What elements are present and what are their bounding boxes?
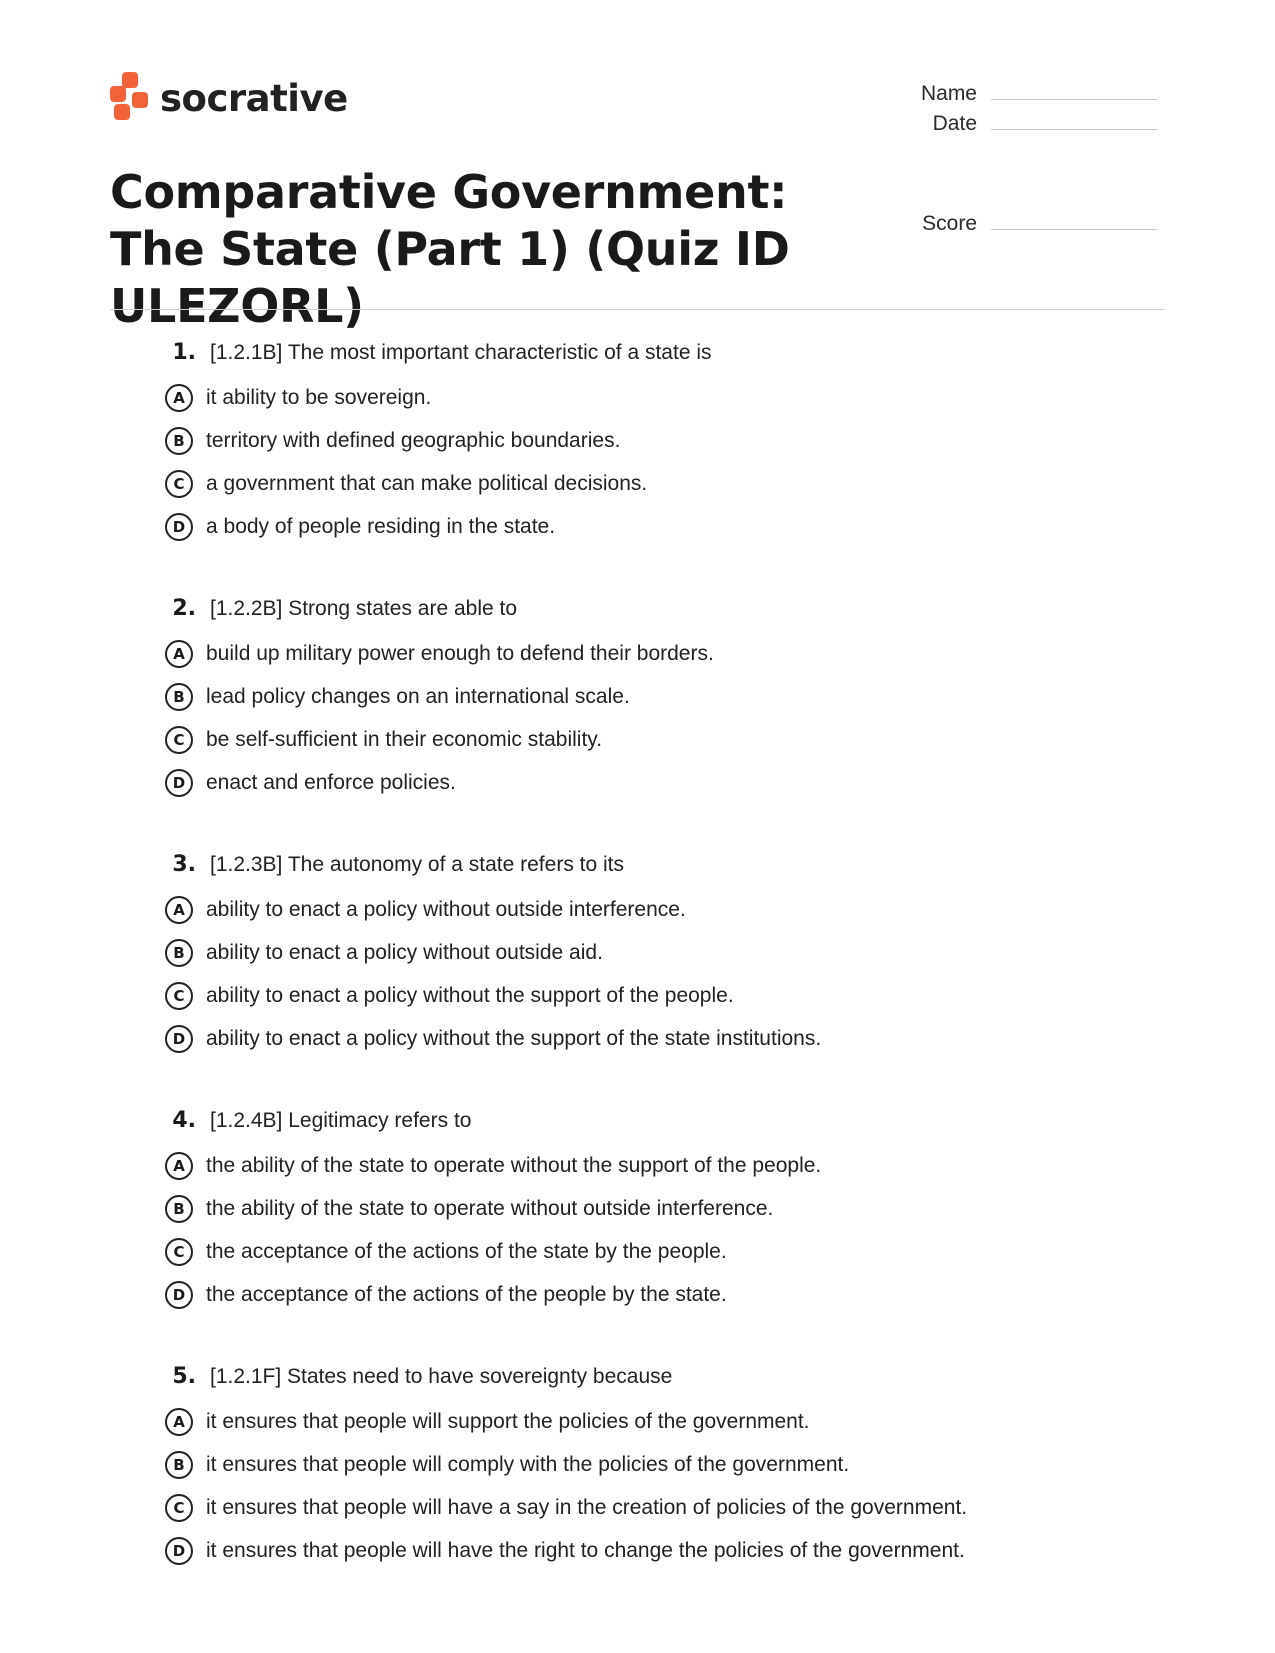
option-text: ability to enact a policy without outside interference. bbox=[206, 897, 686, 921]
option-c[interactable] bbox=[160, 1230, 1160, 1273]
date-label: Date bbox=[932, 112, 977, 135]
option-text: ability to enact a policy without the support of the state institutions. bbox=[206, 1026, 822, 1050]
question-list bbox=[160, 340, 1160, 1620]
option-letter-circle[interactable]: A bbox=[165, 384, 193, 412]
option-a[interactable] bbox=[160, 1400, 1160, 1443]
option-d[interactable] bbox=[160, 1017, 1160, 1060]
option-d[interactable] bbox=[160, 761, 1160, 804]
question-number: 5. bbox=[172, 1364, 196, 1389]
option-text: the acceptance of the actions of the state by the people. bbox=[206, 1239, 727, 1263]
score-field[interactable] bbox=[897, 206, 1157, 236]
option-text: be self-sufficient in their economic stability. bbox=[206, 727, 603, 751]
option-a[interactable] bbox=[160, 888, 1160, 931]
name-field[interactable] bbox=[897, 76, 1157, 106]
option-letter-circle[interactable]: C bbox=[165, 982, 193, 1010]
socrative-logo bbox=[110, 72, 348, 124]
date-line[interactable] bbox=[991, 129, 1157, 130]
option-d[interactable] bbox=[160, 1273, 1160, 1316]
question-number: 4. bbox=[172, 1108, 196, 1133]
option-text: ability to enact a policy without outside aid. bbox=[206, 940, 603, 964]
option-letter-circle[interactable]: A bbox=[165, 640, 193, 668]
option-letter-circle[interactable]: A bbox=[165, 1152, 193, 1180]
question-5 bbox=[160, 1364, 1160, 1620]
option-c[interactable] bbox=[160, 718, 1160, 761]
option-c[interactable] bbox=[160, 462, 1160, 505]
brand-name: socrative bbox=[160, 76, 348, 120]
score-label: Score bbox=[922, 212, 977, 235]
question-number: 3. bbox=[172, 852, 196, 877]
option-letter-circle[interactable]: B bbox=[165, 939, 193, 967]
question-text: [1.2.2B] Strong states are able to bbox=[210, 597, 518, 620]
option-text: it ensures that people will support the policies of the government. bbox=[206, 1409, 810, 1433]
question-2 bbox=[160, 596, 1160, 852]
option-text: the ability of the state to operate without outside interference. bbox=[206, 1196, 774, 1220]
question-text: [1.2.4B] Legitimacy refers to bbox=[210, 1109, 472, 1132]
option-text: it ability to be sovereign. bbox=[206, 385, 432, 409]
option-text: it ensures that people will have a say in the creation of policies of the government. bbox=[206, 1495, 968, 1519]
option-letter-circle[interactable]: D bbox=[165, 1537, 193, 1565]
option-a[interactable] bbox=[160, 632, 1160, 675]
quiz-title: Comparative Government: The State (Part 1) (Quiz ID ULEZORL) bbox=[110, 165, 790, 333]
question-text: [1.2.1F] States need to have sovereignty because bbox=[210, 1365, 673, 1388]
option-text: territory with defined geographic boundaries. bbox=[206, 428, 621, 452]
option-letter-circle[interactable]: B bbox=[165, 427, 193, 455]
option-letter-circle[interactable]: A bbox=[165, 896, 193, 924]
name-label: Name bbox=[920, 82, 977, 105]
option-letter-circle[interactable]: B bbox=[165, 1451, 193, 1479]
header-divider bbox=[110, 309, 1165, 310]
option-b[interactable] bbox=[160, 675, 1160, 718]
option-letter-circle[interactable]: B bbox=[165, 683, 193, 711]
option-letter-circle[interactable]: D bbox=[165, 513, 193, 541]
option-text: the acceptance of the actions of the people by the state. bbox=[206, 1282, 727, 1306]
option-b[interactable] bbox=[160, 1187, 1160, 1230]
option-d[interactable] bbox=[160, 505, 1160, 548]
option-text: a body of people residing in the state. bbox=[206, 514, 556, 538]
option-letter-circle[interactable]: C bbox=[165, 1494, 193, 1522]
option-text: lead policy changes on an international scale. bbox=[206, 684, 630, 708]
option-b[interactable] bbox=[160, 419, 1160, 462]
option-b[interactable] bbox=[160, 931, 1160, 974]
question-number: 2. bbox=[172, 596, 196, 621]
option-d[interactable] bbox=[160, 1529, 1160, 1572]
option-c[interactable] bbox=[160, 974, 1160, 1017]
name-line[interactable] bbox=[991, 99, 1157, 100]
option-text: a government that can make political decisions. bbox=[206, 471, 648, 495]
option-letter-circle[interactable]: D bbox=[165, 1025, 193, 1053]
option-a[interactable] bbox=[160, 1144, 1160, 1187]
student-info-fields bbox=[897, 76, 1157, 136]
option-letter-circle[interactable]: C bbox=[165, 1238, 193, 1266]
date-field[interactable] bbox=[897, 106, 1157, 136]
option-letter-circle[interactable]: C bbox=[165, 726, 193, 754]
score-line[interactable] bbox=[991, 229, 1157, 230]
question-text: [1.2.1B] The most important characteristic of a state is bbox=[210, 341, 712, 364]
option-text: it ensures that people will comply with the policies of the government. bbox=[206, 1452, 850, 1476]
question-3 bbox=[160, 852, 1160, 1108]
question-number: 1. bbox=[172, 340, 196, 365]
option-text: build up military power enough to defend their borders. bbox=[206, 641, 714, 665]
option-a[interactable] bbox=[160, 376, 1160, 419]
question-text: [1.2.3B] The autonomy of a state refers to its bbox=[210, 853, 625, 876]
option-letter-circle[interactable]: D bbox=[165, 769, 193, 797]
option-text: enact and enforce policies. bbox=[206, 770, 456, 794]
hexagon-cluster-icon bbox=[110, 72, 150, 124]
option-letter-circle[interactable]: B bbox=[165, 1195, 193, 1223]
question-4 bbox=[160, 1108, 1160, 1364]
option-b[interactable] bbox=[160, 1443, 1160, 1486]
option-letter-circle[interactable]: D bbox=[165, 1281, 193, 1309]
option-letter-circle[interactable]: C bbox=[165, 470, 193, 498]
option-text: ability to enact a policy without the support of the people. bbox=[206, 983, 734, 1007]
question-1 bbox=[160, 340, 1160, 596]
option-text: the ability of the state to operate without the support of the people. bbox=[206, 1153, 822, 1177]
option-text: it ensures that people will have the right to change the policies of the government. bbox=[206, 1538, 965, 1562]
option-c[interactable] bbox=[160, 1486, 1160, 1529]
option-letter-circle[interactable]: A bbox=[165, 1408, 193, 1436]
